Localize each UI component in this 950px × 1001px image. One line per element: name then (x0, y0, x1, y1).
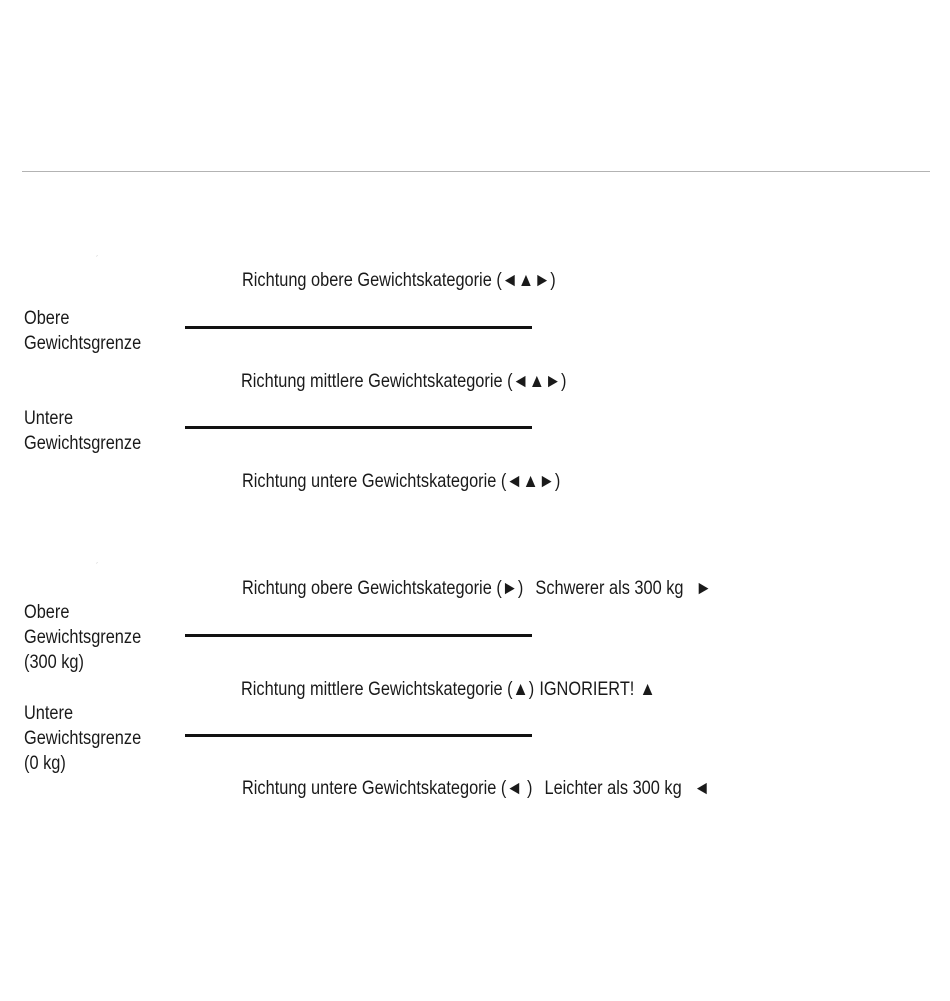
upper-limit-line (185, 326, 532, 329)
lower-note: Leichter als 300 kg (544, 778, 682, 799)
middle-caption-text: Richtung mittlere Gewichtskategorie (▲) (241, 679, 535, 700)
corner-tick: ´ (96, 563, 99, 570)
upper-note: Schwerer als 300 kg (535, 578, 684, 599)
corner-tick: ´ (96, 256, 99, 263)
upper-caption-text: Richtung obere Gewichtskategorie (►) (242, 578, 524, 599)
middle-note: IGNORIERT! (539, 679, 635, 700)
upper-limit-line (185, 634, 532, 637)
middle-category-caption (241, 677, 656, 702)
upper-category-caption: Richtung obere Gewichtskategorie (◄▲►) (242, 270, 556, 291)
top-divider (22, 171, 930, 172)
upper-category-caption (242, 576, 712, 601)
lower-limit-label: Untere Gewichtsgrenze (24, 408, 142, 454)
upper-limit-label: Obere Gewichtsgrenze (24, 308, 142, 354)
lower-caption-text: Richtung untere Gewichtskategorie (◄ ) (242, 778, 533, 799)
lower-limit-label: Untere Gewichtsgrenze (0 kg) (24, 703, 142, 774)
triangle-left-icon: ◄ (693, 778, 710, 799)
upper-limit-label: Obere Gewichtsgrenze (300 kg) (24, 602, 142, 673)
triangle-up-icon: ▲ (639, 679, 656, 700)
lower-limit-line (185, 734, 532, 737)
lower-limit-line (185, 426, 532, 429)
lower-category-caption: Richtung untere Gewichtskategorie (◄▲►) (242, 471, 561, 492)
triangle-right-icon: ► (695, 578, 712, 599)
lower-category-caption (242, 776, 710, 801)
middle-category-caption: Richtung mittlere Gewichtskategorie (◄▲►) (241, 371, 567, 392)
